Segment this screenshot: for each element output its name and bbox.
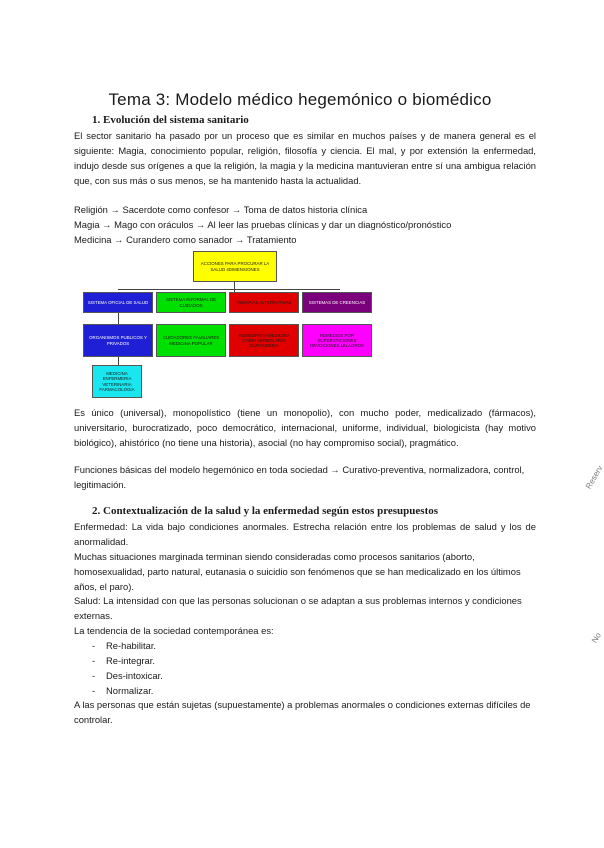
flow-line-medicina: Medicina → Curandero como sanador → Tratamiento [74, 234, 297, 245]
diagram-box-sistema-informal: SISTEMA INFORMAL DE CUIDADOS [156, 292, 226, 313]
diagram-box-terapias-alternativas: TERAPIAS ALTERNATIVAS [229, 292, 299, 313]
diagram-root-box: ACCIONES PARA PROCURAR LA SALUD 4DIMENSIONES [193, 251, 277, 282]
connector [234, 282, 235, 292]
diagram-box-sistema-oficial: SISTEMA OFICIAL DE SALUD [83, 292, 153, 313]
connector [118, 289, 340, 290]
watermark-text: No [590, 631, 603, 645]
section-1-intro: El sector sanitario ha pasado por un proceso que es similar en muchos países y de manera general es el siguiente: Magia, conocimiento popular, religión, filosofía y ciencia. El mal, y por extensión la enfermedad, indujo desde sus orígenes a que la religión, la magia y la medicina mantuvieran entre sí una ambigua relación que, con sus más o sus menos, se ha mantenido hasta la actualidad. [74, 130, 536, 186]
list-item: - Normalizar. [92, 685, 154, 696]
section-2-salud: Salud: La intensidad con que las personas solucionan o se adaptan a sus problemas internos y condiciones externas. [74, 595, 522, 621]
section-1-characteristics: Es único (universal), monopolístico (tiene un monopolio), con mucho poder, medicalizado (fármacos), universitario, burocratizado, poco democrático, internacional, uniforme, individual, biologicista (hay motivo biológico), ahistórico (no tiene una historia), asocial (no hay compromiso social), pragmático. [74, 407, 536, 448]
section-2-enfermedad: Enfermedad: La vida bajo condiciones anormales. Estrecha relación entre los problemas de salud y los de anormalidad. [74, 521, 536, 547]
list-item: - Des-intoxicar. [92, 670, 163, 681]
flow-line-religion: Religión → Sacerdote como confesor → Toma de datos historia clínica [74, 204, 368, 215]
diagram-box-remedios: REMEDIOS POR SUPERSTICIONES DEVOCIONES MILAGROS [302, 324, 372, 357]
list-item: - Re-habilitar. [92, 640, 157, 651]
diagram-box-organismos: ORGANISMOS PUBLICOS Y PRIVADOS [83, 324, 153, 357]
section-2-tendencia: La tendencia de la sociedad contemporánea es: [74, 625, 274, 636]
diagram-box-medicina: MEDICINA ENFERMERIA VETERINARIA FARMACOLOGIA [92, 365, 142, 398]
flow-line-magia: Magia → Mago con oráculos → Al leer las pruebas clínicas y dar un diagnóstico/pronóstico [74, 219, 452, 230]
section-2-marginadas: Muchas situaciones marginada terminan siendo consideradas como procesos sanitarios (aborto, homosexualidad, parto natural, eutanasia o suicidio son fenómenos que se han medicalizado en los últimos años, el paro). [74, 551, 521, 592]
connector [118, 313, 119, 324]
list-item: - Re-integrar. [92, 655, 155, 666]
diagram-box-homeopatia: HOMEOPATIA MEDICINA CHINA HERBOLARIO CURANDERA [229, 324, 299, 357]
diagram-box-sistemas-creencias: SISTEMAS DE CREENCIAS [302, 292, 372, 313]
section-2-closing: A las personas que están sujetas (supuestamente) a problemas anormales o condiciones externas difíciles de controlar. [74, 699, 531, 725]
section-1-functions: Funciones básicas del modelo hegemónico en toda sociedad → Curativo-preventiva, normalizadora, control, legitimación. [74, 464, 525, 490]
watermark-text: Reserv [584, 464, 604, 491]
diagram-box-cuidadores: CUIDADORES FAMILIARES MEDICINA POPULAR [156, 324, 226, 357]
connector [118, 357, 119, 365]
page-title: Tema 3: Modelo médico hegemónico o biomédico [108, 90, 492, 109]
section-1-heading: 1. Evolución del sistema sanitario [92, 114, 249, 126]
section-2-heading: 2. Contextualización de la salud y la enfermedad según estos presupuestos [92, 505, 439, 517]
